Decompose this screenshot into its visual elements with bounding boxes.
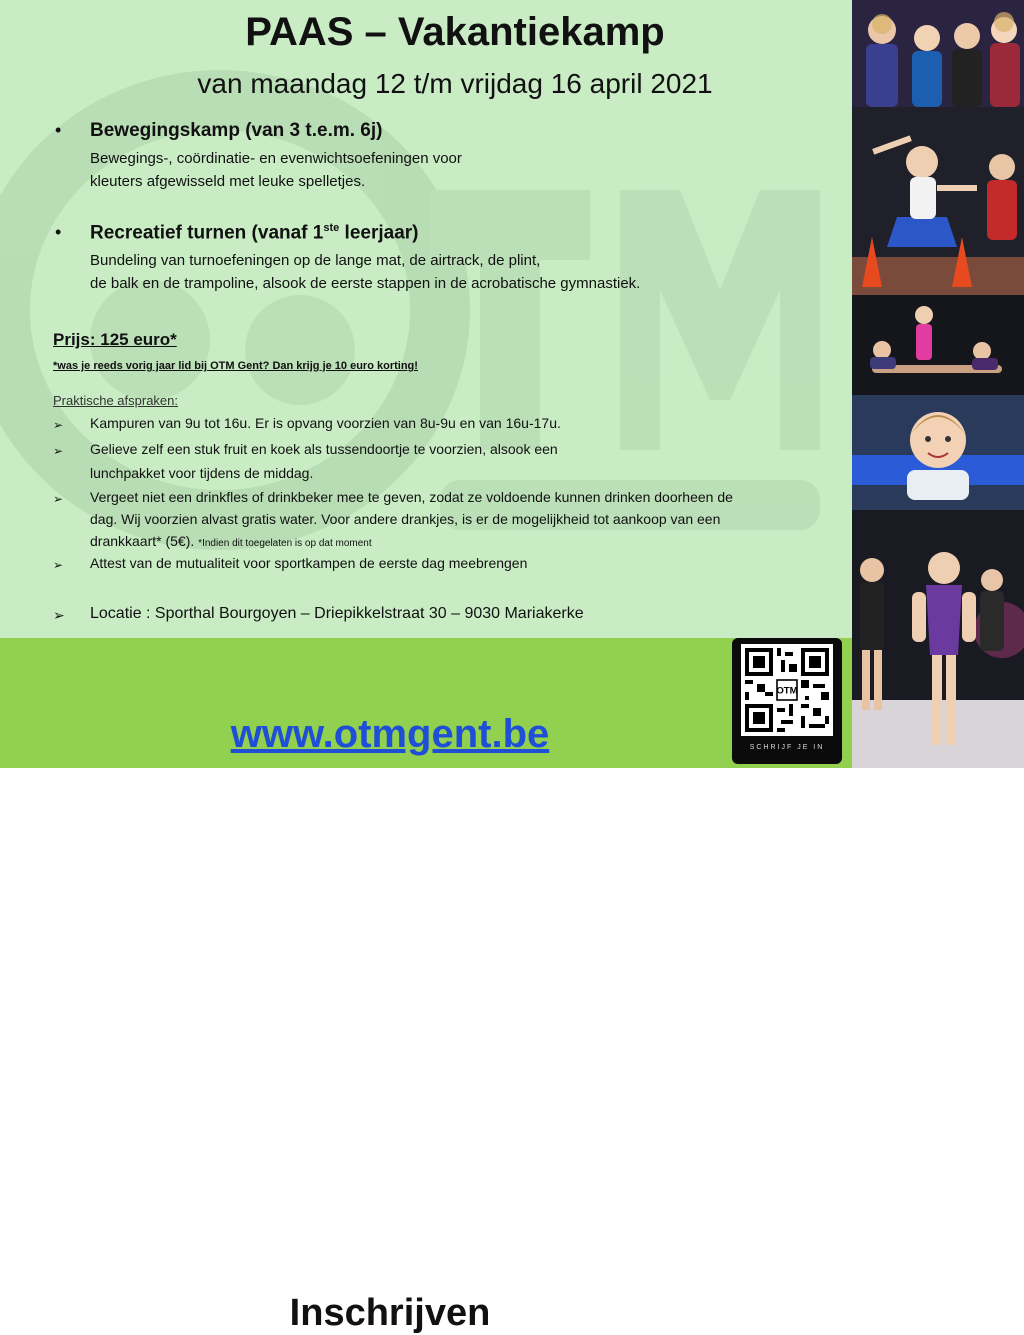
practical-line: dag. Wij voorzien alvast gratis water. Voor andere drankjes, is er de mogelijkheid tot aankoop van een: [90, 511, 721, 527]
qr-code-box[interactable]: [732, 638, 842, 764]
qr-code-label: SCHRIJF JE IN: [749, 744, 825, 751]
section-text-line: Bewegings-, coördinatie- en evenwichtsoefeningen voor: [90, 150, 462, 167]
arrow-bullet-icon: ➢: [53, 607, 65, 623]
practical-line: Attest van de mutualiteit voor sportkampen de eerste dag meebrengen: [90, 555, 528, 571]
page-title: PAAS – Vakantiekamp: [245, 10, 665, 54]
qr-code-icon: [741, 644, 833, 736]
photo-gymnasts-split: [852, 295, 1024, 395]
photo-balance-beam: [852, 107, 1024, 295]
website-link[interactable]: www.otmgent.be: [230, 712, 550, 756]
practical-line: Vergeet niet een drinkfles of drinkbeker mee te geven, zodat ze voldoende kunnen drinken doorheen de: [90, 489, 733, 505]
arrow-bullet-icon: ➢: [53, 418, 64, 432]
svg-text:OTM: OTM: [776, 685, 798, 697]
price-note: *was je reeds vorig jaar lid bij OTM Gent? Dan krijg je 10 euro korting!: [53, 360, 418, 372]
section-text-line: kleuters afgewisseld met leuke spelletjes.: [90, 173, 366, 190]
practical-line: Gelieve zelf een stuk fruit en koek als tussendoortje te voorzien, alsook een: [90, 441, 558, 457]
arrow-bullet-icon: ➢: [53, 558, 64, 572]
price-label: Prijs: 125 euro*: [53, 330, 177, 349]
photo-girl-smiling: [852, 395, 1024, 510]
main-panel: [0, 0, 852, 638]
register-heading: Inschrijven: [289, 1292, 491, 1334]
heading-superscript: ste: [323, 222, 340, 234]
heading-part: Recreatief turnen (vanaf 1: [90, 222, 324, 244]
location-text: Locatie : Sporthal Bourgoyen – Driepikkelstraat 30 – 9030 Mariakerke: [90, 605, 584, 622]
photo-strip: [852, 0, 1024, 768]
drankkaart-text: drankkaart* (5€).: [90, 533, 195, 549]
practical-line: lunchpakket voor tijdens de middag.: [90, 465, 314, 481]
photo-kids-group: [852, 0, 1024, 107]
section-heading-recreatief-turnen: [90, 222, 419, 244]
photo-gymnast-standing: [852, 510, 1024, 768]
practical-line: [90, 533, 372, 549]
arrow-bullet-icon: ➢: [53, 492, 64, 506]
section-heading-bewegingskamp: Bewegingskamp (van 3 t.e.m. 6j): [90, 120, 383, 141]
section-text-line: Bundeling van turnoefeningen op de lange mat, de airtrack, de plint,: [90, 252, 541, 269]
bullet-dot: •: [55, 120, 62, 140]
practical-title: Praktische afspraken:: [53, 393, 179, 408]
page-subtitle: van maandag 12 t/m vrijdag 16 april 2021: [197, 68, 713, 99]
bullet-dot: •: [55, 222, 62, 242]
drankkaart-footnote: *Indien dit toegelaten is op dat moment: [198, 538, 372, 549]
section-text-line: de balk en de trampoline, alsook de eerste stappen in de acrobatische gymnastiek.: [90, 275, 641, 292]
practical-line: Kampuren van 9u tot 16u. Er is opvang voorzien van 8u-9u en van 16u-17u.: [90, 415, 561, 431]
arrow-bullet-icon: ➢: [53, 444, 64, 458]
footer-panel: [0, 638, 852, 1334]
heading-part: leerjaar): [339, 222, 419, 244]
